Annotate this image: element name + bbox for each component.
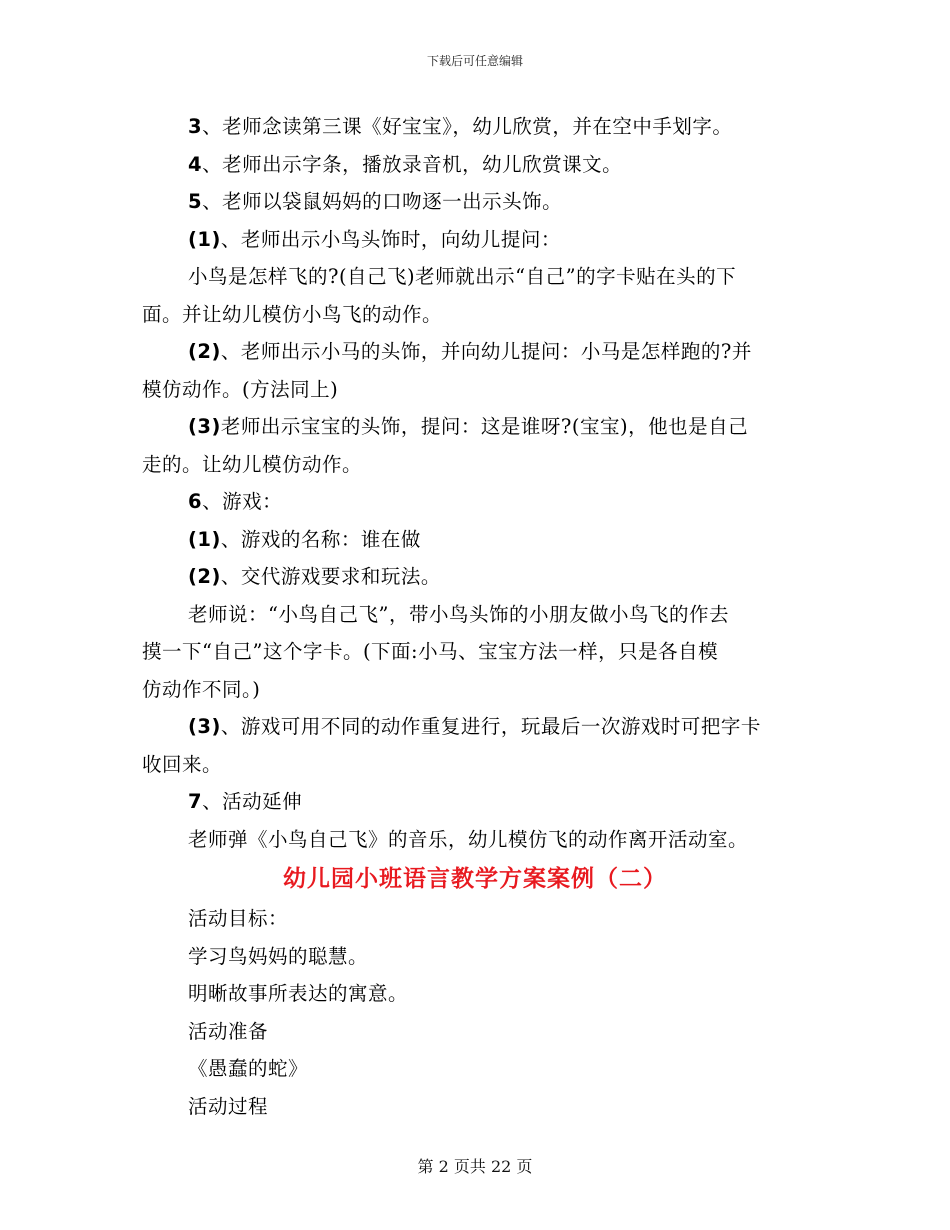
paragraph-text: 、老师出示小鸟头饰时，向幼儿提问： [220, 227, 561, 251]
paragraph-game-rules [142, 558, 808, 596]
section-title: 幼儿园小班语言教学方案案例（二） [283, 865, 667, 892]
step-number: 4 [188, 152, 203, 176]
paragraph-objective-1: 学习鸟妈妈的聪慧。 [188, 944, 369, 968]
paragraph-text: 、游戏可用不同的动作重复进行，玩最后一次游戏时可把字卡 [220, 715, 761, 738]
paragraph-text: 、老师出示字条，播放录音机，幼儿欣赏课文。 [202, 152, 623, 176]
paragraph-step-5 [142, 183, 808, 221]
paragraph-substep-2 [142, 333, 808, 371]
paragraph-text: 、交代游戏要求和玩法。 [220, 565, 441, 588]
step-number: 5 [188, 190, 203, 213]
paragraph-teacher-says-line-1: 老师说：“小鸟自己飞”，带小鸟头饰的小朋友做小鸟飞的作去 [188, 602, 729, 626]
step-number: 3 [188, 115, 203, 138]
paragraph-step-4 [142, 146, 808, 184]
paragraph-teacher-says-line-3: 仿动作不同。) [142, 677, 261, 701]
paragraph-text: 、老师出示小马的头饰，并向幼儿提问：小马是怎样跑的?并 [220, 340, 752, 363]
paragraph-baby-line-2: 走的。让幼儿模仿动作。 [142, 452, 363, 476]
paragraph-text: 、老师念读第三课《好宝宝》，幼儿欣赏，并在空中手划字。 [202, 115, 733, 138]
substep-number: (2) [188, 340, 221, 363]
substep-number: (3) [188, 715, 221, 738]
paragraph-text: 老师出示宝宝的头饰，提问：这是谁呀?(宝宝)，他也是自己 [220, 415, 749, 438]
paragraph-preparation-heading: 活动准备 [188, 1019, 269, 1043]
substep-number: (1) [188, 527, 221, 551]
paragraph-game-repeat [142, 708, 808, 746]
paragraph-substep-3 [142, 408, 808, 446]
paragraph-extension: 老师弹《小鸟自己飞》的音乐，幼儿模仿飞的动作离开活动室。 [188, 827, 749, 851]
page-header: 下载后可任意编辑 [426, 54, 523, 68]
paragraph-teacher-says-line-2: 摸一下“自己”这个字卡。(下面:小马、宝宝方法一样，只是各自模 [142, 640, 719, 663]
paragraph-step-7 [142, 783, 808, 821]
paragraph-objective-2: 明晰故事所表达的寓意。 [188, 982, 409, 1005]
paragraph-game-name [142, 521, 808, 559]
step-number: 7 [188, 790, 203, 813]
paragraph-step-3 [142, 108, 808, 146]
paragraph-process-heading: 活动过程 [188, 1094, 269, 1118]
paragraph-text: 、活动延伸 [202, 790, 303, 813]
paragraph-step-6 [142, 483, 808, 521]
paragraph-preparation-item: 《愚蠢的蛇》 [188, 1057, 309, 1080]
paragraph-bird-line-2: 面。并让幼儿模仿小鸟飞的动作。 [142, 302, 443, 326]
page-footer: 第 2 页共 22 页 [417, 1157, 533, 1176]
substep-number: (3) [188, 415, 221, 438]
paragraph-substep-1 [142, 221, 808, 259]
document-body [142, 108, 808, 1125]
paragraph-horse-line-2: 模仿动作。(方法同上) [142, 377, 339, 401]
paragraph-text: 、老师以袋鼠妈妈的口吻逐一出示头饰。 [202, 190, 563, 213]
paragraph-text: 、游戏的名称：谁在做 [220, 527, 421, 551]
substep-number: (1) [188, 227, 221, 251]
paragraph-game-repeat-line-2: 收回来。 [142, 752, 223, 776]
step-number: 6 [188, 490, 203, 513]
paragraph-objectives-heading: 活动目标： [188, 907, 289, 930]
substep-number: (2) [188, 565, 221, 588]
paragraph-bird-line-1: 小鸟是怎样飞的?(自己飞)老师就出示“自己”的字卡贴在头的下 [188, 265, 737, 288]
paragraph-text: 、游戏： [202, 490, 283, 513]
